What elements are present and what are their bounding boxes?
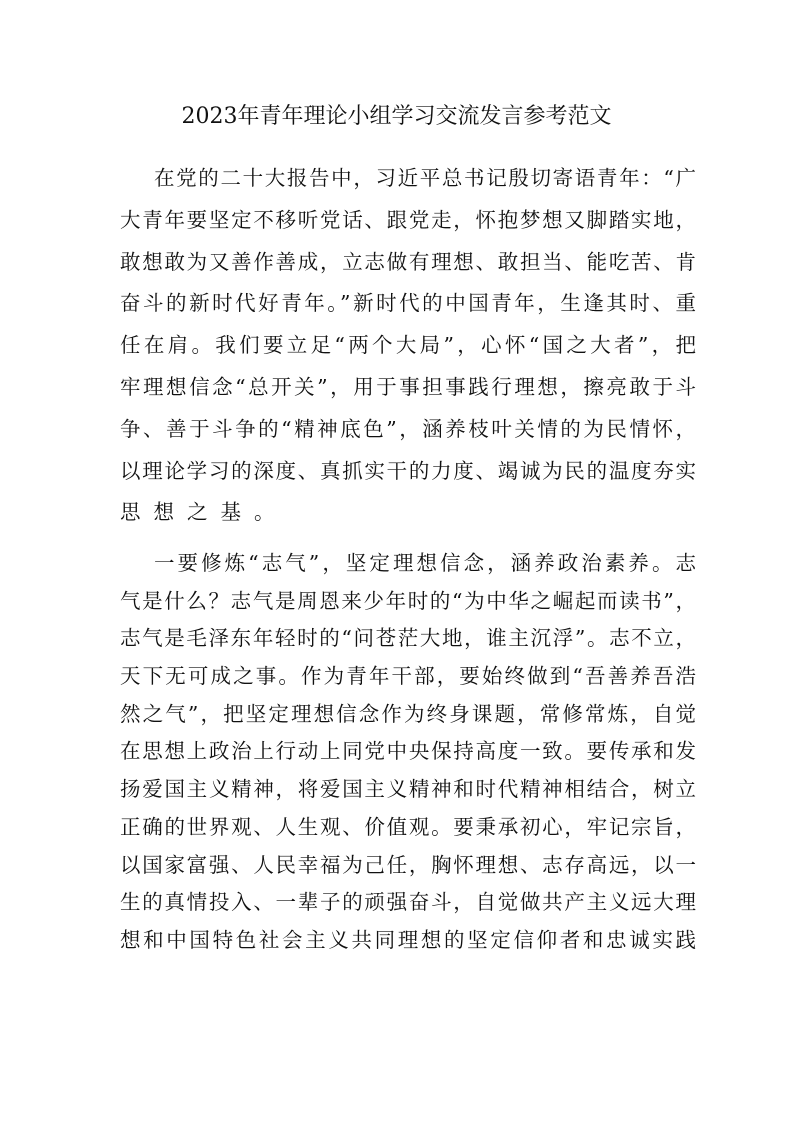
text-line: 扬爱国主义精神，将爱国主义精神和时代精神相结合，树立 — [120, 777, 696, 802]
text-line: 任在肩。我们要立足“两个大局”，心怀“国之大者”，把 — [120, 333, 696, 358]
text-line: 思想之基。 — [120, 500, 288, 525]
text-line: 想和中国特色社会主义共同理想的坚定信仰者和忠诚实践 — [120, 927, 696, 952]
text-line: 大青年要坚定不移听党话、跟党走，怀抱梦想又脚踏实地， — [120, 207, 696, 232]
text-line: 以国家富强、人民幸福为己任，胸怀理想、志存高远，以一 — [120, 852, 696, 877]
text-line: 敢想敢为又善作善成，立志做有理想、敢担当、能吃苦、肯 — [120, 249, 696, 274]
text-line: 以理论学习的深度、真抓实干的力度、竭诚为民的温度夯实 — [120, 458, 696, 483]
text-line: 天下无可成之事。作为青年干部，要始终做到“吾善养吾浩 — [120, 664, 696, 689]
text-line: 奋斗的新时代好青年。”新时代的中国青年，生逢其时、重 — [120, 291, 696, 316]
text-line: 牢理想信念“总开关”，用于事担事践行理想，擦亮敢于斗 — [120, 374, 696, 399]
text-line: 一要修炼“志气”，坚定理想信念，涵养政治素养。志 — [154, 551, 696, 575]
text-line: 气是什么？志气是周恩来少年时的“为中华之崛起而读书”， — [120, 588, 696, 613]
paragraph-ambition — [120, 551, 696, 966]
text-line: 生的真情投入、一辈子的顽强奋斗，自觉做共产主义远大理 — [120, 890, 696, 915]
text-line: 在思想上政治上行动上同党中央保持高度一致。要传承和发 — [120, 739, 696, 764]
text-line: 正确的世界观、人生观、价值观。要秉承初心，牢记宗旨， — [120, 814, 696, 839]
text-line: 然之气”，把坚定理想信念作为终身课题，常修常炼，自觉 — [120, 701, 696, 726]
document-title: 2023年青年理论小组学习交流发言参考范文 — [181, 104, 612, 129]
text-line: 志气是毛泽东年轻时的“问苍茫大地，谁主沉浮”。志不立， — [120, 626, 696, 651]
text-line: 争、善于斗争的“精神底色”，涵养枝叶关情的为民情怀， — [120, 416, 696, 441]
text-line: 在党的二十大报告中，习近平总书记殷切寄语青年：“广 — [154, 166, 696, 190]
paragraph-intro — [120, 166, 696, 542]
